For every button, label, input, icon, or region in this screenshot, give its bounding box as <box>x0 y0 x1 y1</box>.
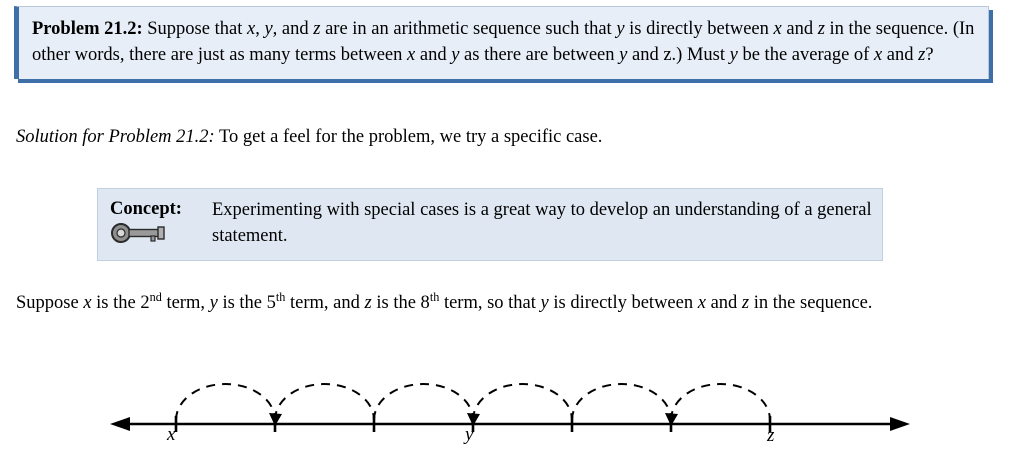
concept-label: Concept: <box>110 199 182 219</box>
problem-box <box>14 6 989 79</box>
axis-label-z: z <box>767 425 775 446</box>
solution-text: To get a feel for the problem, we try a specific case. <box>219 127 603 147</box>
key-icon <box>110 223 212 251</box>
problem-label: Problem 21.2: <box>32 19 143 39</box>
number-line-diagram <box>110 368 910 456</box>
concept-left <box>110 197 212 251</box>
explanatory-paragraph: Suppose x is the 2nd term, y is the 5th term, and z is the 8th term, so that y is directly between x and z in the sequence. <box>16 289 873 313</box>
solution-label: Solution for Problem 21.2: <box>16 127 215 147</box>
concept-box <box>97 188 883 261</box>
axis-label-x: x <box>167 424 176 445</box>
number-line-svg <box>110 368 910 456</box>
solution-line <box>16 127 996 148</box>
axis-label-y: y <box>465 424 474 445</box>
problem-text: Suppose that x, y, and z are in an arithmetic sequence such that y is directly between x and z in the sequence. (In other words, there are just as many terms between x and y as there are between y and z.) Must y be the average of x and z? <box>32 19 975 66</box>
concept-text: Experimenting with special cases is a great way to develop an understanding of a general statement. <box>212 200 872 247</box>
